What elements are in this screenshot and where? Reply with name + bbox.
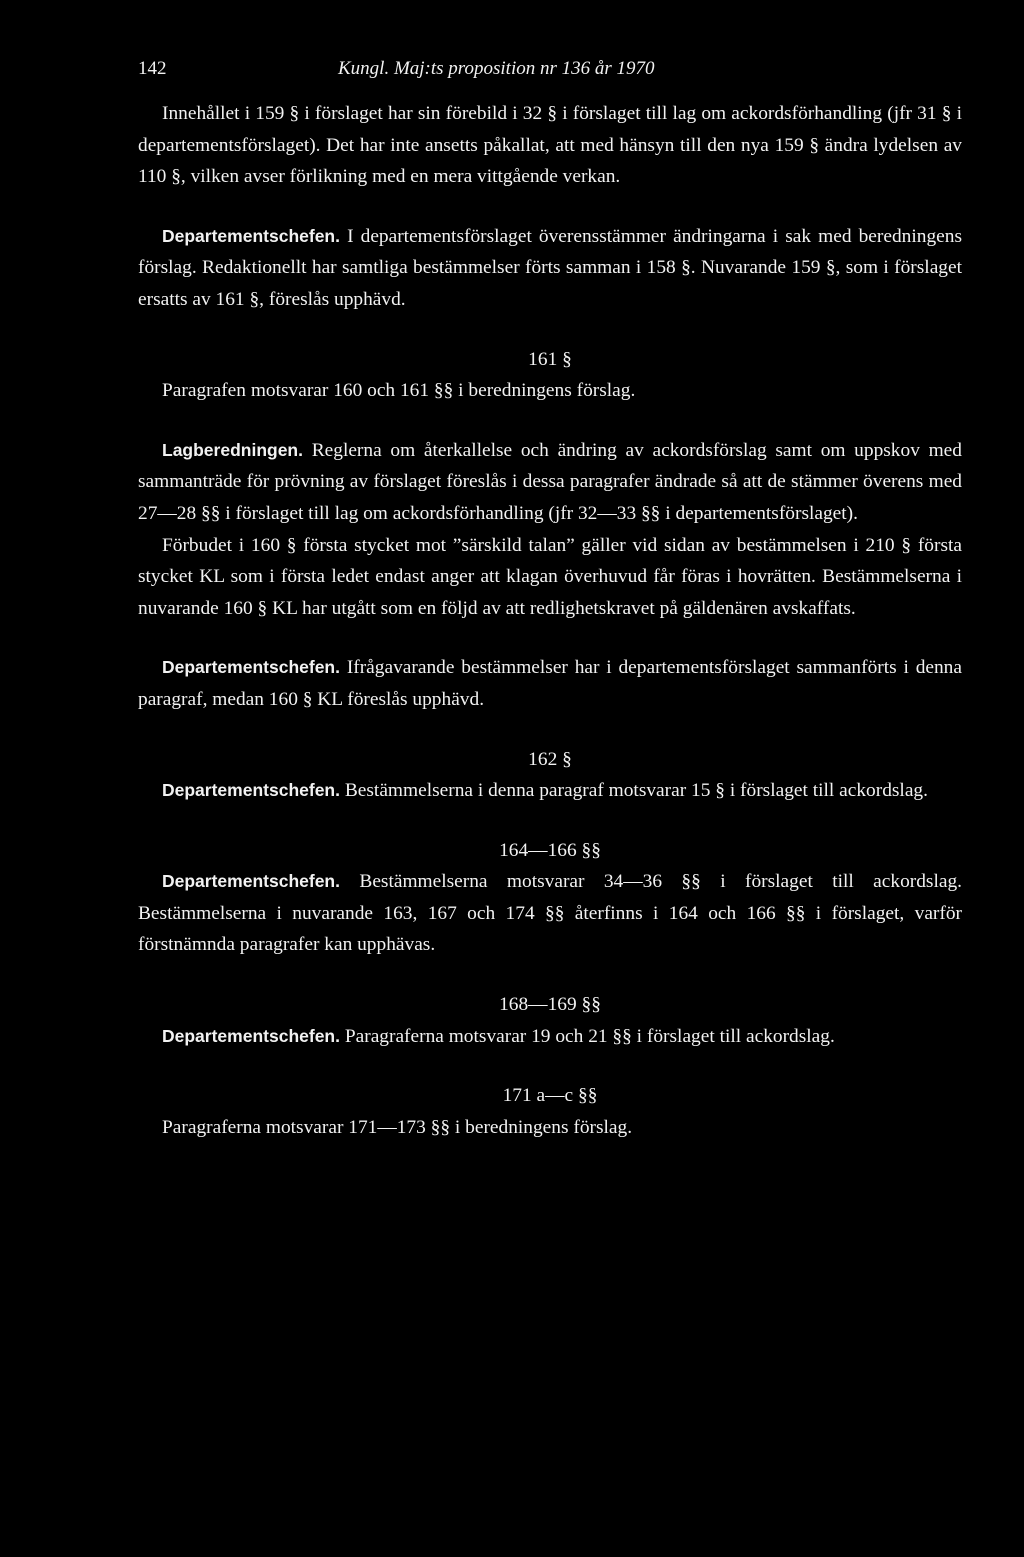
paragraph-text: Innehållet i 159 § i förslaget har sin förebild i 32 § i förslaget till lag om ackordsförhandling (jfr 31 § i departementsförslaget). Det har inte ansetts påkallat, att med hänsyn till den nya 159 § ändra lydelsen av 110 §, vilken avser förlikning med en mera vittgående verkan. bbox=[138, 103, 962, 188]
paragraph-gap bbox=[138, 407, 962, 435]
paragraph-lead: Departementschefen. bbox=[162, 657, 340, 678]
paragraph-lead: Lagberedningen. bbox=[162, 439, 303, 460]
paragraph-text: Bestämmelserna i denna paragraf motsvarar 15 § i förslaget till ackordslag. bbox=[344, 780, 928, 802]
document-body bbox=[138, 98, 962, 1143]
body-paragraph bbox=[138, 1112, 962, 1144]
body-paragraph bbox=[138, 221, 962, 316]
body-paragraph bbox=[138, 652, 962, 715]
section-heading: 171 a—c §§ bbox=[502, 1085, 598, 1107]
body-paragraph bbox=[138, 435, 962, 530]
paragraph-text: Paragraferna motsvarar 19 och 21 §§ i förslaget till ackordslag. bbox=[344, 1025, 835, 1047]
body-paragraph bbox=[138, 775, 962, 807]
paragraph-text: Paragrafen motsvarar 160 och 161 §§ i beredningens förslag. bbox=[162, 380, 636, 402]
page-header bbox=[138, 58, 962, 88]
paragraph-text: Förbudet i 160 § första stycket mot ”särskild talan” gäller vid sidan av bestämmelsen i 210 § första stycket KL som i första ledet endast anger att klagan överhuvud får föras i hovrätten. Bestämmelserna i nuvarande 160 § KL har utgått som en följd av att redlighetskravet på gäldenären avskaffats. bbox=[138, 534, 962, 619]
paragraph-text: Bestämmelserna motsvarar 34—36 §§ i förslaget till ackordslag. Bestämmelserna i nuvarande 163, 167 och 174 §§ återfinns i 164 och 166 §§ i förslaget, varför förstnämnda paragrafer kan upphävas. bbox=[138, 871, 963, 956]
section-heading: 161 § bbox=[528, 348, 572, 370]
body-paragraph bbox=[138, 866, 962, 961]
body-paragraph bbox=[138, 98, 962, 193]
paragraph-lead: Departementschefen. bbox=[162, 1025, 340, 1046]
paragraph-text: Ifrågavarande bestämmelser har i departementsförslaget sammanförts i denna paragraf, medan 160 § KL föreslås upphävd. bbox=[138, 657, 962, 710]
body-paragraph bbox=[138, 1021, 962, 1053]
paragraph-text: I departementsförslaget överensstämmer ändringarna i sak med beredningens förslag. Redaktionellt har samtliga bestämmelser förts samman i 158 §. Nuvarande 159 §, som i förslaget ersatts av 161 §, föreslås upphävd. bbox=[138, 225, 962, 310]
section-gap bbox=[138, 1052, 962, 1080]
running-title: Kungl. Maj:ts proposition nr 136 år 1970 bbox=[338, 58, 655, 79]
section-heading: 168—169 §§ bbox=[499, 994, 601, 1016]
paragraph-text: Reglerna om återkallelse och ändring av ackordsförslag samt om uppskov med sammanträde för prövning av förslaget föreslås i dessa paragrafer ändrade så att de stämmer överens med 27—28 §§ i förslaget till lag om ackordsförhandling (jfr 32—33 §§ i departementsförslaget). bbox=[138, 439, 962, 524]
paragraph-lead: Departementschefen. bbox=[162, 780, 340, 801]
paragraph-text: Paragraferna motsvarar 171—173 §§ i beredningens förslag. bbox=[162, 1116, 633, 1138]
paragraph-lead: Departementschefen. bbox=[162, 871, 340, 892]
page-number: 142 bbox=[138, 58, 167, 79]
section-heading: 164—166 §§ bbox=[499, 839, 601, 861]
body-paragraph bbox=[138, 375, 962, 407]
document-page bbox=[138, 58, 962, 1143]
body-paragraph bbox=[138, 530, 962, 625]
section-gap bbox=[138, 316, 962, 344]
section-gap bbox=[138, 807, 962, 835]
section-heading: 162 § bbox=[528, 748, 572, 770]
paragraph-gap bbox=[138, 193, 962, 221]
section-gap bbox=[138, 961, 962, 989]
paragraph-gap bbox=[138, 624, 962, 652]
paragraph-lead: Departementschefen. bbox=[162, 225, 340, 246]
section-gap bbox=[138, 716, 962, 744]
